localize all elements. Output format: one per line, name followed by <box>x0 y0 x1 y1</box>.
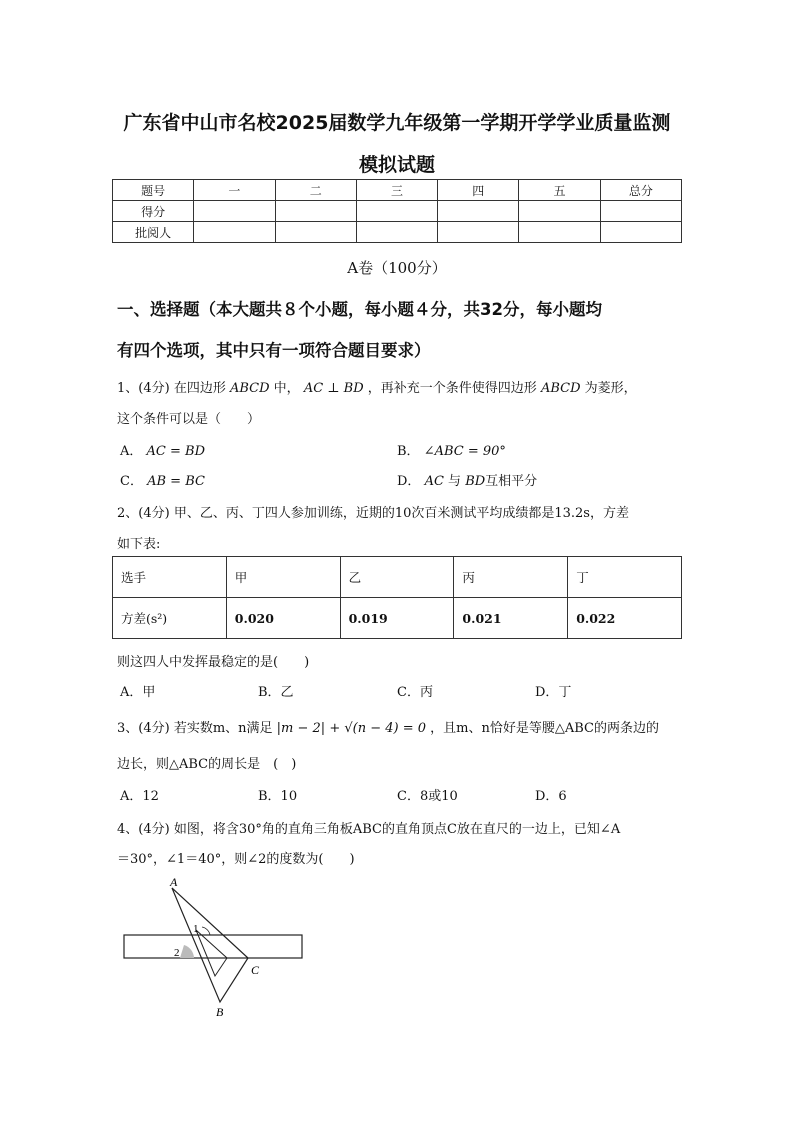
q2-option-b: B．乙 <box>258 685 294 700</box>
variance-value-cell: 0.021 <box>454 598 568 639</box>
q1-option-b: B． ∠ABC = 90° <box>397 444 506 459</box>
q3-option-c: C．8或10 <box>397 789 458 804</box>
part1-heading-line1: 一、选择题（本大题共８个小题，每小题４分，共32分，每小题均 <box>117 300 602 319</box>
variance-header-cell: 乙 <box>340 557 454 598</box>
triangle-inner <box>196 930 227 976</box>
variance-header-cell: 丁 <box>568 557 682 598</box>
variance-header-cell: 甲 <box>226 557 340 598</box>
variance-table <box>112 556 682 639</box>
variance-value-row <box>113 598 682 639</box>
q3-option-a: A．12 <box>120 789 159 804</box>
score-row <box>113 201 682 222</box>
reviewer-cell <box>194 222 275 243</box>
q2-question: 则这四人中发挥最稳定的是( ) <box>117 655 310 670</box>
ruler-shape <box>124 935 302 958</box>
variance-value-cell: 0.020 <box>226 598 340 639</box>
variance-header-row <box>113 557 682 598</box>
reviewer-row-label: 批阅人 <box>113 222 194 243</box>
label-angle2: 2 <box>174 947 180 959</box>
reviewer-cell <box>438 222 519 243</box>
q1-line1: 1、(4分) 在四边形 ABCD 中， AC ⊥ BD ，再补充一个条件使得四边形 ABCD 为菱形， <box>117 381 637 396</box>
page-title-line2: 模拟试题 <box>358 154 435 176</box>
q1-option-d: D． AC 与 BD互相平分 <box>397 474 538 489</box>
reviewer-cell <box>356 222 437 243</box>
variance-row-label: 方差(s²) <box>113 598 227 639</box>
score-cell <box>438 201 519 222</box>
q3-expression: |m − 2| + √(n − 4) = 0 <box>276 721 427 736</box>
score-header-cell: 五 <box>519 180 600 201</box>
label-a: A <box>170 875 178 889</box>
q2-option-a: A．甲 <box>120 685 156 700</box>
section-a-heading: A卷（100分） <box>347 259 447 277</box>
q1-option-c: C． AB = BC <box>120 474 205 489</box>
score-header-cell: 二 <box>275 180 356 201</box>
score-cell <box>194 201 275 222</box>
q2-line1: 2、(4分) 甲、乙、丙、丁四人参加训练，近期的10次百米测试平均成绩都是13.2s，方差 <box>117 506 629 521</box>
label-angle1: 1 <box>193 923 199 935</box>
variance-header-cell: 丙 <box>454 557 568 598</box>
score-header-cell: 总分 <box>600 180 681 201</box>
triangle-abc <box>172 888 248 1002</box>
score-header-cell: 三 <box>356 180 437 201</box>
page-title-line1: 广东省中山市名校2025届数学九年级第一学期开学学业质量监测 <box>123 112 671 134</box>
q2-line2: 如下表: <box>117 537 161 552</box>
q2-option-d: D．丁 <box>535 685 572 700</box>
q4-figure <box>118 870 318 1020</box>
q1-option-a: A． AC = BD <box>120 444 205 459</box>
reviewer-cell <box>519 222 600 243</box>
reviewer-cell <box>600 222 681 243</box>
q3-option-b: B．10 <box>258 789 298 804</box>
q4-line1: 4、(4分) 如图，将含30°角的直角三角板ABC的直角顶点C放在直尺的一边上，已知∠A <box>117 822 621 837</box>
score-cell <box>275 201 356 222</box>
score-header-cell: 题号 <box>113 180 194 201</box>
angle2-mark <box>180 945 194 958</box>
score-header-cell: 一 <box>194 180 275 201</box>
score-cell <box>519 201 600 222</box>
score-cell <box>600 201 681 222</box>
variance-header-cell: 选手 <box>113 557 227 598</box>
score-header-cell: 四 <box>438 180 519 201</box>
reviewer-row <box>113 222 682 243</box>
q4-line2: ＝30°，∠1＝40°，则∠2的度数为( ) <box>117 852 355 867</box>
q3-option-d: D．6 <box>535 789 567 804</box>
q3-line1: 3、(4分) 若实数m、n满足 |m − 2| + √(n − 4) = 0 ，且m、n恰好是等腰△ABC的两条边的 <box>117 721 659 736</box>
q3-line2: 边长，则△ABC的周长是 ( ) <box>117 757 297 772</box>
q2-option-c: C．丙 <box>397 685 433 700</box>
q1-line2: 这个条件可以是（ ） <box>117 412 261 427</box>
score-row-label: 得分 <box>113 201 194 222</box>
score-table-header-row <box>113 180 682 201</box>
variance-value-cell: 0.019 <box>340 598 454 639</box>
angle1-mark <box>202 927 210 935</box>
label-c: C <box>251 963 260 977</box>
variance-value-cell: 0.022 <box>568 598 682 639</box>
part1-heading-line2: 有四个选项，其中只有一项符合题目要求） <box>117 341 431 360</box>
label-b: B <box>216 1005 224 1019</box>
score-cell <box>356 201 437 222</box>
score-table <box>112 179 682 243</box>
reviewer-cell <box>275 222 356 243</box>
